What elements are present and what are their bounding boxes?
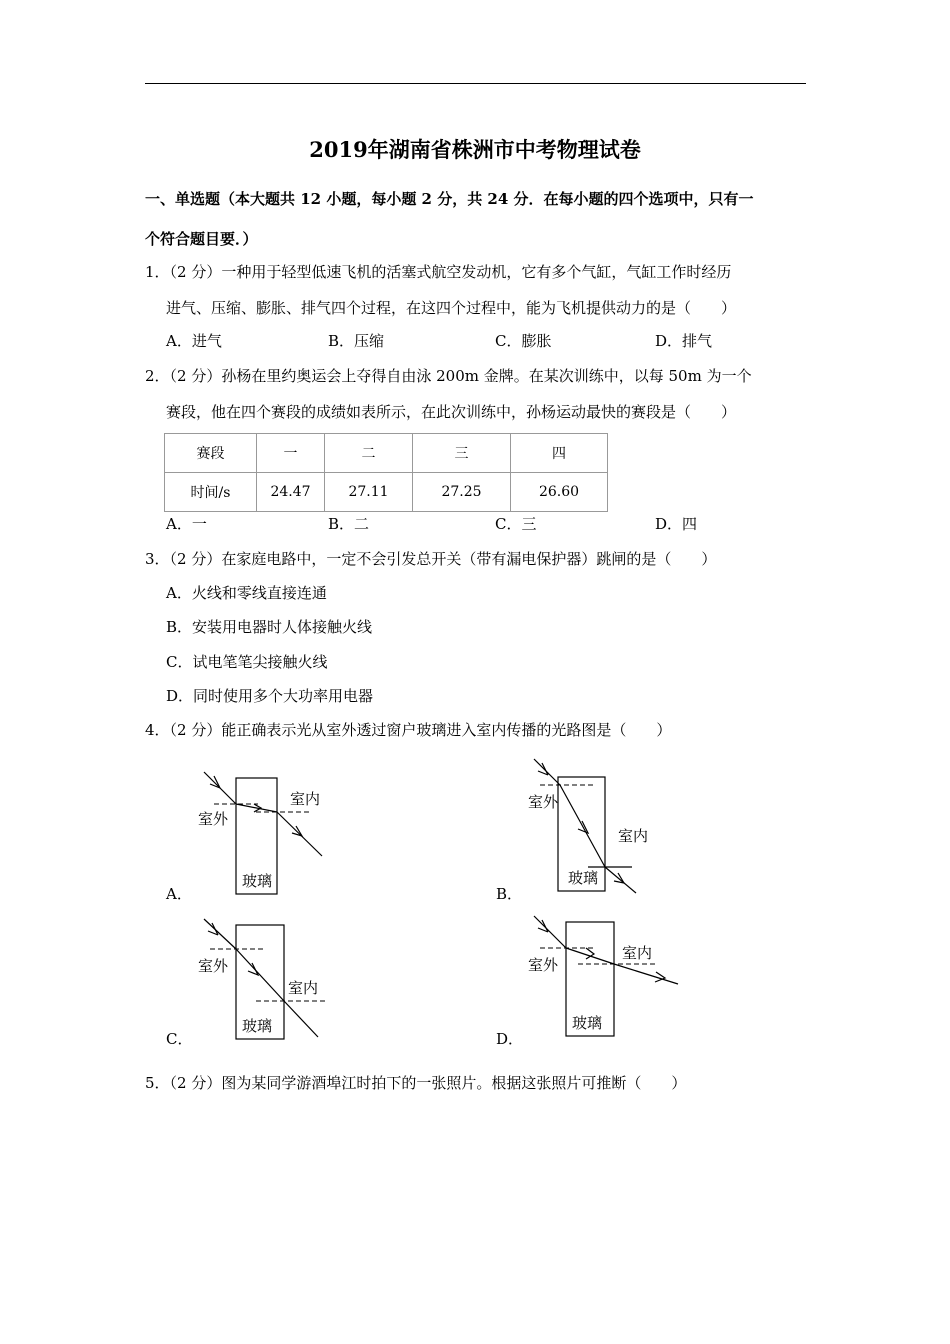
q1-option-d: D．排气 [655, 332, 713, 350]
q4-option-a: A． [166, 885, 192, 903]
q5-stem: 5．（2 分）图为某同学游酒埠江时拍下的一张照片。根据这张照片可推断（ ） [145, 1074, 687, 1092]
q2-option-a: A．一 [166, 515, 207, 533]
table-cell: 三 [413, 434, 511, 473]
q2-option-c: C．三 [495, 515, 537, 533]
q2-option-d: D．四 [655, 515, 698, 533]
q1-option-a: A．进气 [166, 332, 222, 350]
section-heading-line2: 个符合题目要．） [145, 230, 258, 248]
q1-option-b: B．压缩 [328, 332, 385, 350]
table-cell: 四 [511, 434, 608, 473]
table-cell: 24.47 [257, 473, 325, 512]
q1-option-c: C．膨胀 [495, 332, 552, 350]
q2-stem-line1: 2．（2 分）孙杨在里约奥运会上夺得自由泳 200m 金牌。在某次训练中，以每 50m 为一个 [145, 367, 752, 385]
table-cell: 时间/s [165, 473, 257, 512]
label-outdoor: 室外 [198, 957, 229, 975]
label-outdoor: 室外 [198, 810, 229, 828]
q1-stem-line2: 进气、压缩、膨胀、排气四个过程，在这四个过程中，能为飞机提供动力的是（ ） [166, 299, 737, 317]
q2-stem-line2: 赛段，他在四个赛段的成绩如表所示，在此次训练中，孙杨运动最快的赛段是（ ） [166, 403, 737, 421]
q4-option-c: C． [166, 1030, 193, 1048]
q3-option-b: B．安装用电器时人体接触火线 [166, 618, 373, 636]
table-row [165, 473, 608, 512]
q3-option-d: D．同时使用多个大功率用电器 [166, 687, 374, 705]
q2-table [164, 433, 608, 512]
label-indoor: 室内 [618, 827, 649, 845]
q4-stem: 4．（2 分）能正确表示光从室外透过窗户玻璃进入室内传播的光路图是（ ） [145, 721, 672, 739]
label-indoor: 室内 [290, 790, 321, 808]
label-outdoor: 室外 [528, 956, 559, 974]
q4-figure-d [520, 912, 685, 1042]
q4-figure-c [190, 915, 340, 1045]
table-cell: 26.60 [511, 473, 608, 512]
q3-stem: 3．（2 分）在家庭电路中，一定不会引发总开关（带有漏电保护器）跳闸的是（ ） [145, 550, 717, 568]
label-indoor: 室内 [288, 979, 319, 997]
q4-figure-b [520, 755, 670, 900]
q4-option-b: B． [496, 885, 523, 903]
q1-stem-line1: 1．（2 分）一种用于轻型低速飞机的活塞式航空发动机，它有多个气缸，气缸工作时经历 [145, 263, 732, 281]
label-glass: 玻璃 [242, 1017, 273, 1035]
label-glass: 玻璃 [242, 872, 273, 890]
label-indoor: 室内 [622, 944, 653, 962]
label-outdoor: 室外 [528, 793, 559, 811]
table-cell: 赛段 [165, 434, 257, 473]
label-glass: 玻璃 [572, 1014, 603, 1032]
section-heading-line1: 一、单选题（本大题共 12 小题，每小题 2 分，共 24 分．在每小题的四个选项中，只有一 [145, 190, 754, 208]
page-title: 2019年湖南省株洲市中考物理试卷 [309, 137, 641, 162]
label-glass: 玻璃 [568, 869, 599, 887]
q4-figure-a [190, 760, 340, 900]
table-cell: 27.25 [413, 473, 511, 512]
header-rule [145, 83, 806, 84]
table-cell: 一 [257, 434, 325, 473]
q2-option-b: B．二 [328, 515, 370, 533]
q4-option-d: D． [496, 1030, 524, 1048]
q3-option-c: C．试电笔笔尖接触火线 [166, 653, 328, 671]
q3-option-a: A．火线和零线直接连通 [166, 584, 327, 602]
table-row [165, 434, 608, 473]
table-cell: 27.11 [325, 473, 413, 512]
table-cell: 二 [325, 434, 413, 473]
